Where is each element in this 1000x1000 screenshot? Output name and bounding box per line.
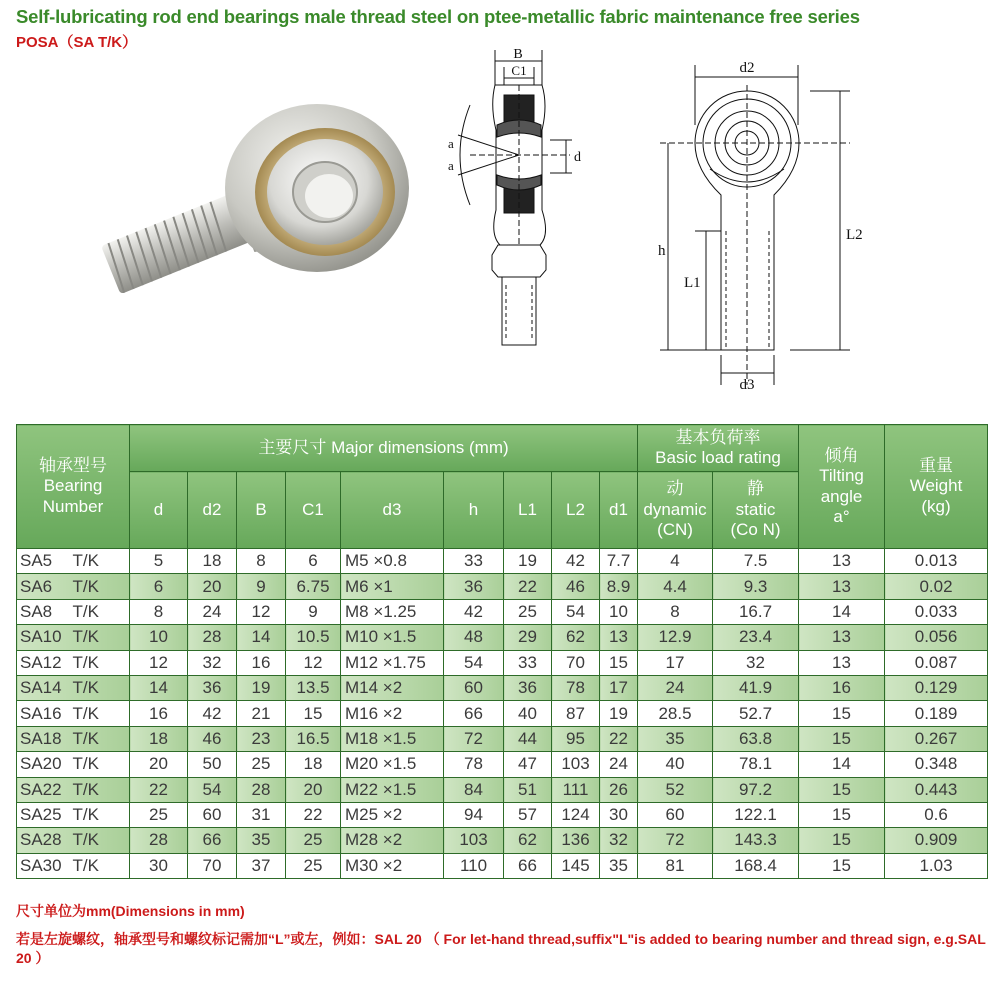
L2-cell: 70 xyxy=(552,650,600,675)
tilting-angle-cell: 13 xyxy=(799,574,885,599)
B-cell: 35 xyxy=(237,828,286,853)
header-tilting-angle: 倾角 Tilting angle a° xyxy=(799,425,885,549)
dynamic-cell: 24 xyxy=(638,675,713,700)
series-code: POSA（SA T/K） xyxy=(16,34,138,51)
d2-cell: 36 xyxy=(188,675,237,700)
static-cell: 32 xyxy=(713,650,799,675)
static-cell: 52.7 xyxy=(713,701,799,726)
d1-cell: 17 xyxy=(600,675,638,700)
d1-cell: 26 xyxy=(600,777,638,802)
h-cell: 110 xyxy=(444,853,504,878)
d-cell: 8 xyxy=(130,599,188,624)
L1-cell: 25 xyxy=(504,599,552,624)
d1-cell: 22 xyxy=(600,726,638,751)
h-cell: 84 xyxy=(444,777,504,802)
d1-cell: 7.7 xyxy=(600,549,638,574)
d2-cell: 46 xyxy=(188,726,237,751)
dynamic-cell: 35 xyxy=(638,726,713,751)
header-d2: d2 xyxy=(188,472,237,549)
table-row xyxy=(17,828,988,853)
side-section-drawing xyxy=(440,45,595,355)
d2-cell: 32 xyxy=(188,650,237,675)
bearing-number-cell: SA6 T/K xyxy=(17,574,130,599)
d3-cell: M8 ×1.25 xyxy=(341,599,444,624)
weight-cell: 0.189 xyxy=(885,701,988,726)
left-hand-thread-note: 若是左旋螺纹，轴承型号和螺纹标记需加“L”或左，例如：SAL 20 （ For let-hand thread,suffix"L"is added to bearing number and thread sign, e.g.SAL 20 ） xyxy=(16,931,986,966)
bearing-number-cell: SA22 T/K xyxy=(17,777,130,802)
d1-cell: 15 xyxy=(600,650,638,675)
B-cell: 28 xyxy=(237,777,286,802)
L1-cell: 62 xyxy=(504,828,552,853)
d1-cell: 32 xyxy=(600,828,638,853)
table-row xyxy=(17,549,988,574)
label-d3: d3 xyxy=(739,377,755,393)
weight-cell: 0.348 xyxy=(885,752,988,777)
weight-cell: 0.02 xyxy=(885,574,988,599)
h-cell: 33 xyxy=(444,549,504,574)
dynamic-cell: 40 xyxy=(638,752,713,777)
weight-cell: 0.033 xyxy=(885,599,988,624)
dynamic-cell: 12.9 xyxy=(638,625,713,650)
tilting-angle-cell: 15 xyxy=(799,726,885,751)
h-cell: 103 xyxy=(444,828,504,853)
d2-cell: 66 xyxy=(188,828,237,853)
L1-cell: 33 xyxy=(504,650,552,675)
header-B: B xyxy=(237,472,286,549)
label-L1: L1 xyxy=(684,275,701,291)
weight-cell: 0.6 xyxy=(885,802,988,827)
header-major-dimensions: 主要尺寸 Major dimensions (mm) xyxy=(130,425,638,472)
tilting-angle-cell: 14 xyxy=(799,599,885,624)
tilting-angle-cell: 13 xyxy=(799,549,885,574)
d-cell: 22 xyxy=(130,777,188,802)
label-a-lower: a xyxy=(448,158,454,173)
B-cell: 25 xyxy=(237,752,286,777)
C1-cell: 18 xyxy=(286,752,341,777)
C1-cell: 13.5 xyxy=(286,675,341,700)
B-cell: 9 xyxy=(237,574,286,599)
static-cell: 63.8 xyxy=(713,726,799,751)
weight-cell: 1.03 xyxy=(885,853,988,878)
front-view-drawing xyxy=(650,55,880,395)
C1-cell: 6.75 xyxy=(286,574,341,599)
C1-cell: 25 xyxy=(286,853,341,878)
table-row xyxy=(17,777,988,802)
header-d3: d3 xyxy=(341,472,444,549)
dynamic-cell: 60 xyxy=(638,802,713,827)
weight-cell: 0.129 xyxy=(885,675,988,700)
d2-cell: 18 xyxy=(188,549,237,574)
static-cell: 23.4 xyxy=(713,625,799,650)
header-d: d xyxy=(130,472,188,549)
tilting-angle-cell: 13 xyxy=(799,650,885,675)
d3-cell: M10 ×1.5 xyxy=(341,625,444,650)
bearing-number-cell: SA30 T/K xyxy=(17,853,130,878)
tilting-angle-cell: 13 xyxy=(799,625,885,650)
weight-cell: 0.443 xyxy=(885,777,988,802)
label-B: B xyxy=(513,47,523,62)
tilting-angle-cell: 15 xyxy=(799,802,885,827)
dynamic-cell: 52 xyxy=(638,777,713,802)
weight-cell: 0.267 xyxy=(885,726,988,751)
h-cell: 42 xyxy=(444,599,504,624)
B-cell: 14 xyxy=(237,625,286,650)
header-basic-load-rating: 基本负荷率 Basic load rating xyxy=(638,425,799,472)
tilting-angle-cell: 15 xyxy=(799,853,885,878)
L2-cell: 54 xyxy=(552,599,600,624)
h-cell: 48 xyxy=(444,625,504,650)
d-cell: 14 xyxy=(130,675,188,700)
table-row xyxy=(17,650,988,675)
d1-cell: 30 xyxy=(600,802,638,827)
table-row xyxy=(17,853,988,878)
dynamic-cell: 8 xyxy=(638,599,713,624)
L1-cell: 51 xyxy=(504,777,552,802)
B-cell: 23 xyxy=(237,726,286,751)
static-cell: 97.2 xyxy=(713,777,799,802)
table-row xyxy=(17,574,988,599)
h-cell: 66 xyxy=(444,701,504,726)
d2-cell: 20 xyxy=(188,574,237,599)
bearing-number-cell: SA12 T/K xyxy=(17,650,130,675)
d-cell: 16 xyxy=(130,701,188,726)
page-title: Self-lubricating rod end bearings male thread steel on ptee-metallic fabric maintenance free series xyxy=(16,6,860,27)
L2-cell: 145 xyxy=(552,853,600,878)
weight-cell: 0.013 xyxy=(885,549,988,574)
C1-cell: 15 xyxy=(286,701,341,726)
L1-cell: 44 xyxy=(504,726,552,751)
d2-cell: 24 xyxy=(188,599,237,624)
L2-cell: 103 xyxy=(552,752,600,777)
dynamic-cell: 17 xyxy=(638,650,713,675)
d-cell: 10 xyxy=(130,625,188,650)
tilting-angle-cell: 16 xyxy=(799,675,885,700)
B-cell: 19 xyxy=(237,675,286,700)
bearing-number-cell: SA5 T/K xyxy=(17,549,130,574)
d2-cell: 28 xyxy=(188,625,237,650)
tilting-angle-cell: 15 xyxy=(799,777,885,802)
dynamic-cell: 72 xyxy=(638,828,713,853)
C1-cell: 10.5 xyxy=(286,625,341,650)
header-dynamic: 动 dynamic (CN) xyxy=(638,472,713,549)
table-row xyxy=(17,752,988,777)
C1-cell: 22 xyxy=(286,802,341,827)
L1-cell: 57 xyxy=(504,802,552,827)
d2-cell: 42 xyxy=(188,701,237,726)
label-d2: d2 xyxy=(739,60,755,76)
d-cell: 28 xyxy=(130,828,188,853)
h-cell: 94 xyxy=(444,802,504,827)
static-cell: 41.9 xyxy=(713,675,799,700)
label-h: h xyxy=(658,243,666,259)
header-h: h xyxy=(444,472,504,549)
static-cell: 16.7 xyxy=(713,599,799,624)
d-cell: 5 xyxy=(130,549,188,574)
d2-cell: 60 xyxy=(188,802,237,827)
tilting-angle-cell: 15 xyxy=(799,828,885,853)
d-cell: 20 xyxy=(130,752,188,777)
B-cell: 16 xyxy=(237,650,286,675)
C1-cell: 12 xyxy=(286,650,341,675)
bearing-number-cell: SA25 T/K xyxy=(17,802,130,827)
L1-cell: 66 xyxy=(504,853,552,878)
d-cell: 25 xyxy=(130,802,188,827)
static-cell: 168.4 xyxy=(713,853,799,878)
B-cell: 8 xyxy=(237,549,286,574)
d1-cell: 19 xyxy=(600,701,638,726)
B-cell: 37 xyxy=(237,853,286,878)
d3-cell: M14 ×2 xyxy=(341,675,444,700)
d3-cell: M22 ×1.5 xyxy=(341,777,444,802)
header-L1: L1 xyxy=(504,472,552,549)
tilting-angle-cell: 15 xyxy=(799,701,885,726)
d1-cell: 24 xyxy=(600,752,638,777)
header-bearing-number: 轴承型号 Bearing Number xyxy=(17,425,130,549)
B-cell: 12 xyxy=(237,599,286,624)
static-cell: 7.5 xyxy=(713,549,799,574)
d3-cell: M28 ×2 xyxy=(341,828,444,853)
d3-cell: M16 ×2 xyxy=(341,701,444,726)
d3-cell: M20 ×1.5 xyxy=(341,752,444,777)
bearing-number-cell: SA14 T/K xyxy=(17,675,130,700)
dynamic-cell: 4.4 xyxy=(638,574,713,599)
L1-cell: 22 xyxy=(504,574,552,599)
L1-cell: 36 xyxy=(504,675,552,700)
header-weight: 重量 Weight (kg) xyxy=(885,425,988,549)
d-cell: 18 xyxy=(130,726,188,751)
header-static: 静 static (Co N) xyxy=(713,472,799,549)
table-row xyxy=(17,625,988,650)
d-cell: 30 xyxy=(130,853,188,878)
h-cell: 54 xyxy=(444,650,504,675)
table-row xyxy=(17,802,988,827)
d2-cell: 70 xyxy=(188,853,237,878)
d3-cell: M6 ×1 xyxy=(341,574,444,599)
d3-cell: M5 ×0.8 xyxy=(341,549,444,574)
d2-cell: 50 xyxy=(188,752,237,777)
bearing-number-cell: SA8 T/K xyxy=(17,599,130,624)
L2-cell: 95 xyxy=(552,726,600,751)
weight-cell: 0.056 xyxy=(885,625,988,650)
B-cell: 21 xyxy=(237,701,286,726)
table-row xyxy=(17,701,988,726)
h-cell: 78 xyxy=(444,752,504,777)
label-L2: L2 xyxy=(846,227,863,243)
L2-cell: 124 xyxy=(552,802,600,827)
dynamic-cell: 4 xyxy=(638,549,713,574)
label-a-upper: a xyxy=(448,136,454,151)
bearing-number-cell: SA16 T/K xyxy=(17,701,130,726)
h-cell: 60 xyxy=(444,675,504,700)
bearing-number-cell: SA10 T/K xyxy=(17,625,130,650)
d1-cell: 8.9 xyxy=(600,574,638,599)
table-row xyxy=(17,675,988,700)
d-cell: 6 xyxy=(130,574,188,599)
d1-cell: 10 xyxy=(600,599,638,624)
L1-cell: 29 xyxy=(504,625,552,650)
d3-cell: M30 ×2 xyxy=(341,853,444,878)
d-cell: 12 xyxy=(130,650,188,675)
L2-cell: 78 xyxy=(552,675,600,700)
static-cell: 78.1 xyxy=(713,752,799,777)
C1-cell: 16.5 xyxy=(286,726,341,751)
C1-cell: 25 xyxy=(286,828,341,853)
table-row xyxy=(17,599,988,624)
L2-cell: 42 xyxy=(552,549,600,574)
C1-cell: 20 xyxy=(286,777,341,802)
d3-cell: M18 ×1.5 xyxy=(341,726,444,751)
d3-cell: M25 ×2 xyxy=(341,802,444,827)
label-d: d xyxy=(574,150,581,165)
bearing-number-cell: SA18 T/K xyxy=(17,726,130,751)
spec-table xyxy=(16,424,988,879)
units-note: 尺寸单位为mm(Dimensions in mm) xyxy=(16,903,245,919)
d1-cell: 35 xyxy=(600,853,638,878)
dynamic-cell: 81 xyxy=(638,853,713,878)
weight-cell: 0.909 xyxy=(885,828,988,853)
d2-cell: 54 xyxy=(188,777,237,802)
d3-cell: M12 ×1.75 xyxy=(341,650,444,675)
dynamic-cell: 28.5 xyxy=(638,701,713,726)
L1-cell: 19 xyxy=(504,549,552,574)
L1-cell: 47 xyxy=(504,752,552,777)
C1-cell: 6 xyxy=(286,549,341,574)
d1-cell: 13 xyxy=(600,625,638,650)
bearing-number-cell: SA20 T/K xyxy=(17,752,130,777)
L2-cell: 87 xyxy=(552,701,600,726)
static-cell: 143.3 xyxy=(713,828,799,853)
header-d1: d1 xyxy=(600,472,638,549)
static-cell: 9.3 xyxy=(713,574,799,599)
B-cell: 31 xyxy=(237,802,286,827)
L2-cell: 62 xyxy=(552,625,600,650)
header-L2: L2 xyxy=(552,472,600,549)
static-cell: 122.1 xyxy=(713,802,799,827)
weight-cell: 0.087 xyxy=(885,650,988,675)
L1-cell: 40 xyxy=(504,701,552,726)
label-C1: C1 xyxy=(511,63,527,78)
table-row xyxy=(17,726,988,751)
rod-end-photo xyxy=(85,90,415,320)
L2-cell: 111 xyxy=(552,777,600,802)
h-cell: 72 xyxy=(444,726,504,751)
header-C1: C1 xyxy=(286,472,341,549)
C1-cell: 9 xyxy=(286,599,341,624)
h-cell: 36 xyxy=(444,574,504,599)
tilting-angle-cell: 14 xyxy=(799,752,885,777)
bearing-number-cell: SA28 T/K xyxy=(17,828,130,853)
L2-cell: 46 xyxy=(552,574,600,599)
L2-cell: 136 xyxy=(552,828,600,853)
